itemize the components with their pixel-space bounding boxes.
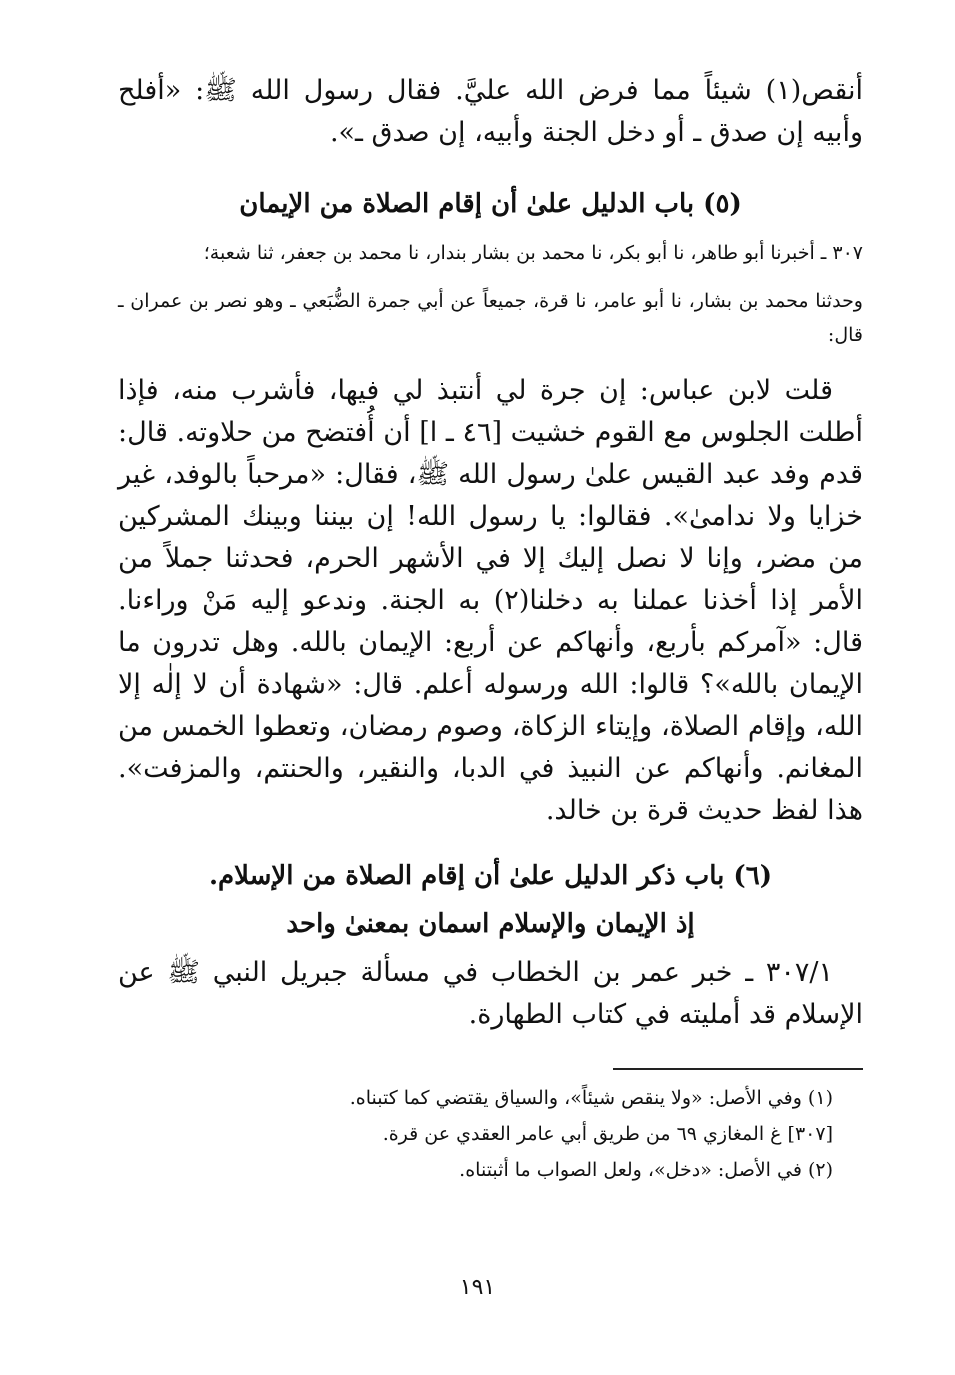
hadith-307-isnad: ٣٠٧ ـ أخبرنا أبو طاهر، نا أبو بكر، نا محمد بن بشار بندار، نا محمد بن جعفر، ثنا شعبة؛ <box>203 242 863 264</box>
top-paragraph: أنقص(١) شيئاً مما فرض الله عليَّ. فقال رسول الله ﷺ: «أفلح وأبيه إن صدق ـ أو دخل الجنة وأبيه، إن صدق ـ». <box>118 75 863 148</box>
chapter-heading-6-line-1: (٦) باب ذكر الدليل علىٰ أن إقام الصلاة من الإسلام. <box>208 861 773 891</box>
hadith-307-1: ٣٠٧/١ ـ خبر عمر بن الخطاب في مسألة جبريل النبي ﷺ عن الإسلام قد أمليته في كتاب الطهارة. <box>118 957 863 1030</box>
footnote-2: (٢) في الأصل: «دخل»، ولعل الصواب ما أثبتناه. <box>459 1159 833 1181</box>
chapter-heading-5: (٥) باب الدليل علىٰ أن إقام الصلاة من الإيمان <box>239 189 742 219</box>
page-number: ١٩١ <box>459 1275 496 1300</box>
footnote-307: [٣٠٧] غ المغازي ٦٩ من طريق أبي عامر العقدي عن قرة. <box>382 1123 833 1145</box>
hadith-307-matn: قلت لابن عباس: إن جرة لي أنتبذ لي فيها، فأشرب منه، فإذا أطلت الجلوس مع القوم خشيت [٤٦ ـ ا] أن أُفتضح من حلاوته. قال: قدم وفد عبد القيس علىٰ رسول الله ﷺ، فقال: «مرحباً بالوفد، غير خزايا ولا ندامىٰ». فقالوا: يا رسول الله! إن بيننا وبينك المشركين من مضر، وإنا لا نصل إليك إلا في الأشهر الحرم، فحدثنا جملاً من الأمر إذا أخذنا عملنا به دخلنا(٢) به الجنة. وندعو إليه مَنْ وراءنا. قال: «آمركم بأربع، وأنهاكم عن أربع: الإيمان بالله. وهل تدرون ما الإيمان بالله»؟ قالوا: الله ورسوله أعلم. قال: «شهادة أن لا إلٰه إلا الله، وإقام الصلاة، وإيتاء الزكاة، وصوم رمضان، وتعطوا الخمس من المغانم. وأنهاكم عن النبيذ في الدبا، والنقير، والحنتم، والمزفت». هذا لفظ حديث قرة بن خالد. <box>118 375 864 826</box>
footnotes <box>118 1080 863 1188</box>
chapter-heading-6-line-2: إذ الإيمان والإسلام اسمان بمعنىٰ واحد <box>286 909 695 939</box>
hadith-307-isnad-2: وحدثنا محمد بن بشار، نا أبو عامر، نا قرة، جميعاً عن أبي جمرة الضُّبَعي ـ وهو نصر بن عمران ـ قال: <box>118 290 863 346</box>
footnote-1: (١) وفي الأصل: «ولا ينقص شيئاً»، والسياق يقتضي كما كتبناه. <box>349 1087 833 1109</box>
footnote-separator <box>613 1068 863 1070</box>
